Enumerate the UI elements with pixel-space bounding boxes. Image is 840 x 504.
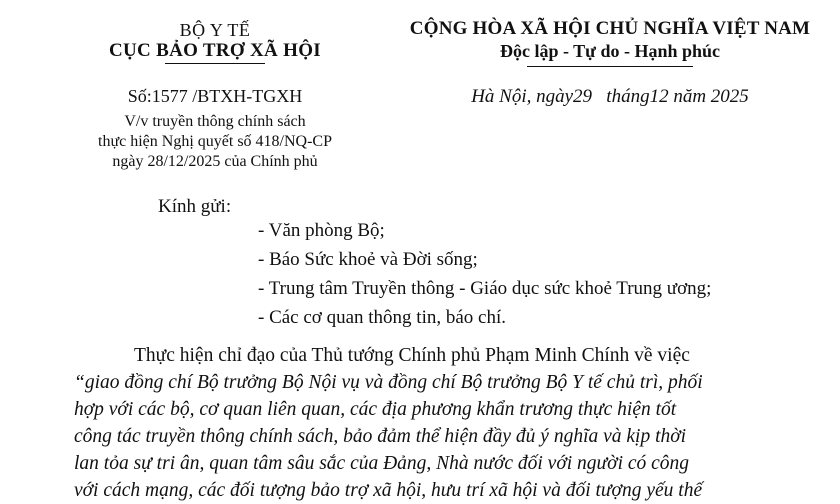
recipient-list [258,216,711,332]
salutation: Kính gửi: [158,196,232,217]
recipient-item: - Các cơ quan thông tin, báo chí. [258,307,507,328]
ministry-name: BỘ Y TẾ [179,20,251,40]
body-line: Thực hiện chỉ đạo của Thủ tướng Chính phủ Phạm Minh Chính về việc [134,345,690,366]
quoted-line: với cách mạng, các đối tượng bảo trợ xã hội, hưu trí xã hội và đối tượng yếu thế [74,480,703,501]
subject-line: ngày 28/12/2025 của Chính phủ [112,153,318,170]
department-underline [165,63,265,64]
subject-line: V/v truyền thông chính sách [124,113,306,130]
recipient-item: - Văn phòng Bộ; [258,220,385,241]
quoted-line: lan tỏa sự tri ân, quan tâm sâu sắc của Đảng, Nhà nước đối với người có công [74,453,690,474]
department-name: CỤC BẢO TRỢ XÃ HỘI [109,40,321,61]
recipient-item: - Báo Sức khoẻ và Đời sống; [258,249,478,270]
national-motto: Độc lập - Tự do - Hạnh phúc [499,41,721,61]
body-paragraph [74,342,774,504]
motto-underline [527,66,693,67]
national-title: CỘNG HÒA XÃ HỘI CHỦ NGHĨA VIỆT NAM [409,18,811,39]
document-number: Số:1577 /BTXH-TGXH [127,86,303,106]
subject-line: thực hiện Nghị quyết số 418/NQ-CP [98,133,332,150]
recipient-item: - Trung tâm Truyền thông - Giáo dục sức khoẻ Trung ương; [258,278,712,299]
quoted-line: hợp với các bộ, cơ quan liên quan, các địa phương khẩn trương thực hiện tốt [74,399,677,420]
document-subject [0,112,430,172]
place-date-line: Hà Nội, ngày29 tháng12 năm 2025 [471,86,749,107]
quoted-line: công tác truyền thông chính sách, bảo đảm thể hiện đầy đủ ý nghĩa và kịp thời [74,426,687,447]
quoted-line: “giao đồng chí Bộ trưởng Bộ Nội vụ và đồng chí Bộ trưởng Bộ Y tế chủ trì, phối [74,372,703,393]
